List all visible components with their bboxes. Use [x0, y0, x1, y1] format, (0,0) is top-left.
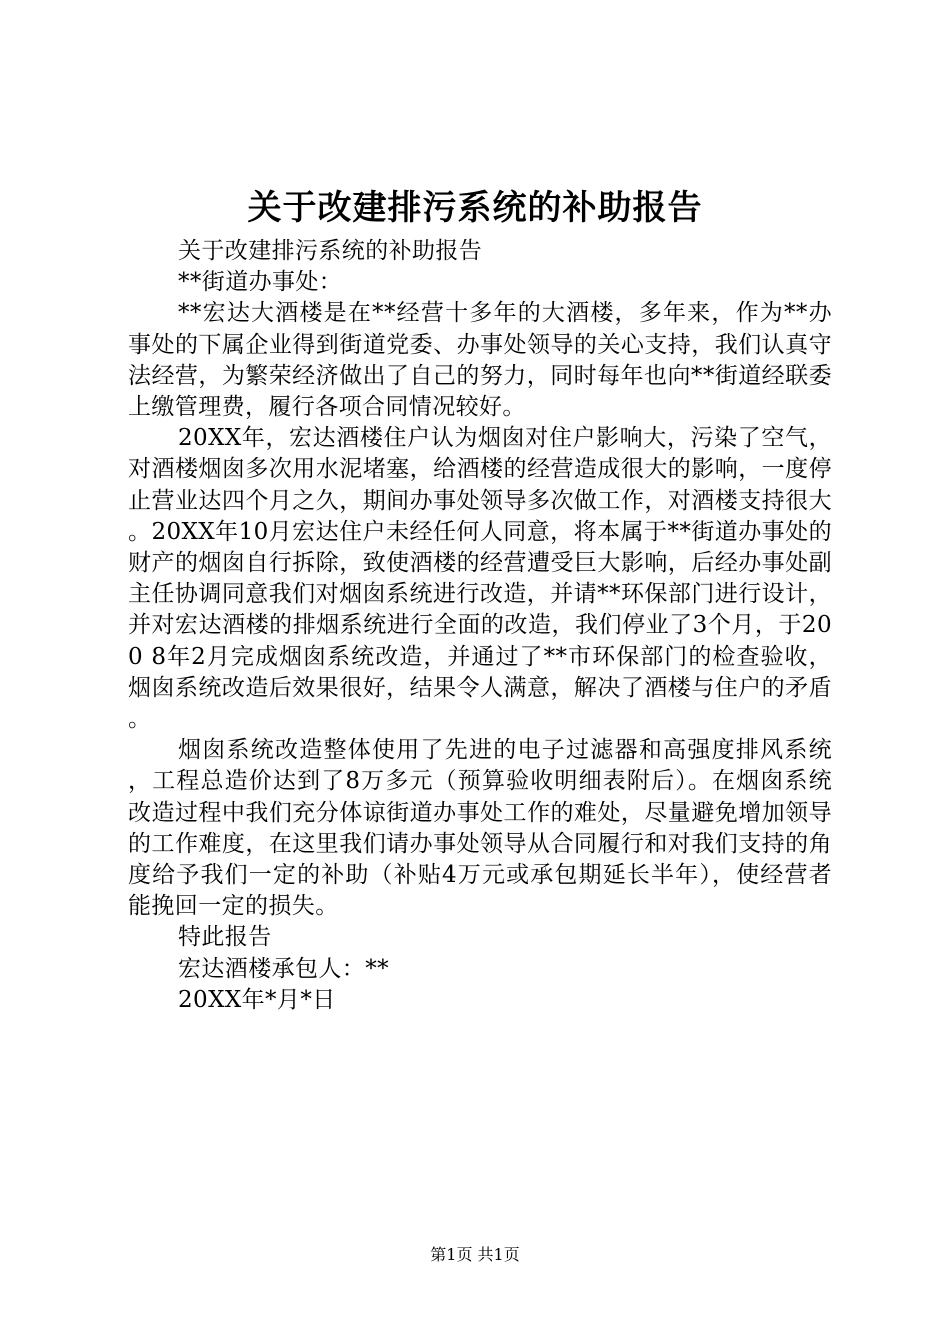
body-paragraph-intro: **宏达大酒楼是在**经营十多年的大酒楼，多年来，作为**办事处的下属企业得到街道党委、办事处领导的关心支持，我们认真守法经营，为繁荣经济做出了自己的努力，同时每年也向**街道经联委上缴管理费，履行各项合同情况较好。 — [128, 300, 832, 421]
page-footer: 第1页 共1页 — [430, 1245, 520, 1264]
closing-line: 特此报告 — [178, 924, 272, 951]
body-paragraph-request: 烟囱系统改造整体使用了先进的电子过滤器和高强度排风系统，工程总造价达到了8万多元（预算验收明细表附后）。在烟囱系统改造过程中我们充分体谅街道办事处工作的难处，尽量避免增加领导的工作难度，在这里我们请办事处领导从合同履行和对我们支持的角度给予我们一定的补助（补贴4万元或承包期延长半年），使经营者能挽回一定的损失。 — [128, 737, 832, 920]
document-body — [128, 236, 832, 1016]
addressee-line: **街道办事处： — [178, 269, 343, 296]
signature-line: 宏达酒楼承包人：** — [178, 955, 389, 982]
document-title: 关于改建排污系统的补助报告 — [247, 188, 703, 228]
date-line: 20XX年*月*日 — [178, 986, 336, 1013]
body-heading-line: 关于改建排污系统的补助报告 — [178, 238, 483, 264]
body-paragraph-history: 20XX年，宏达酒楼住户认为烟囱对住户影响大，污染了空气，对酒楼烟囱多次用水泥堵塞，给酒楼的经营造成很大的影响，一度停止营业达四个月之久，期间办事处领导多次做工作，对酒楼支持很大。20XX年10月宏达住户未经任何人同意，将本属于**街道办事处的财产的烟囱自行拆除，致使酒楼的经营遭受巨大影响，后经办事处副主任协调同意我们对烟囱系统进行改造，并请**环保部门进行设计，并对宏达酒楼的排烟系统进行全面的改造，我们停业了3个月，于200 8年2月完成烟囱系统改造，并通过了**市环保部门的检查验收，烟囱系统改造后效果很好，结果令人满意，解决了酒楼与住户的矛盾。 — [128, 425, 832, 733]
